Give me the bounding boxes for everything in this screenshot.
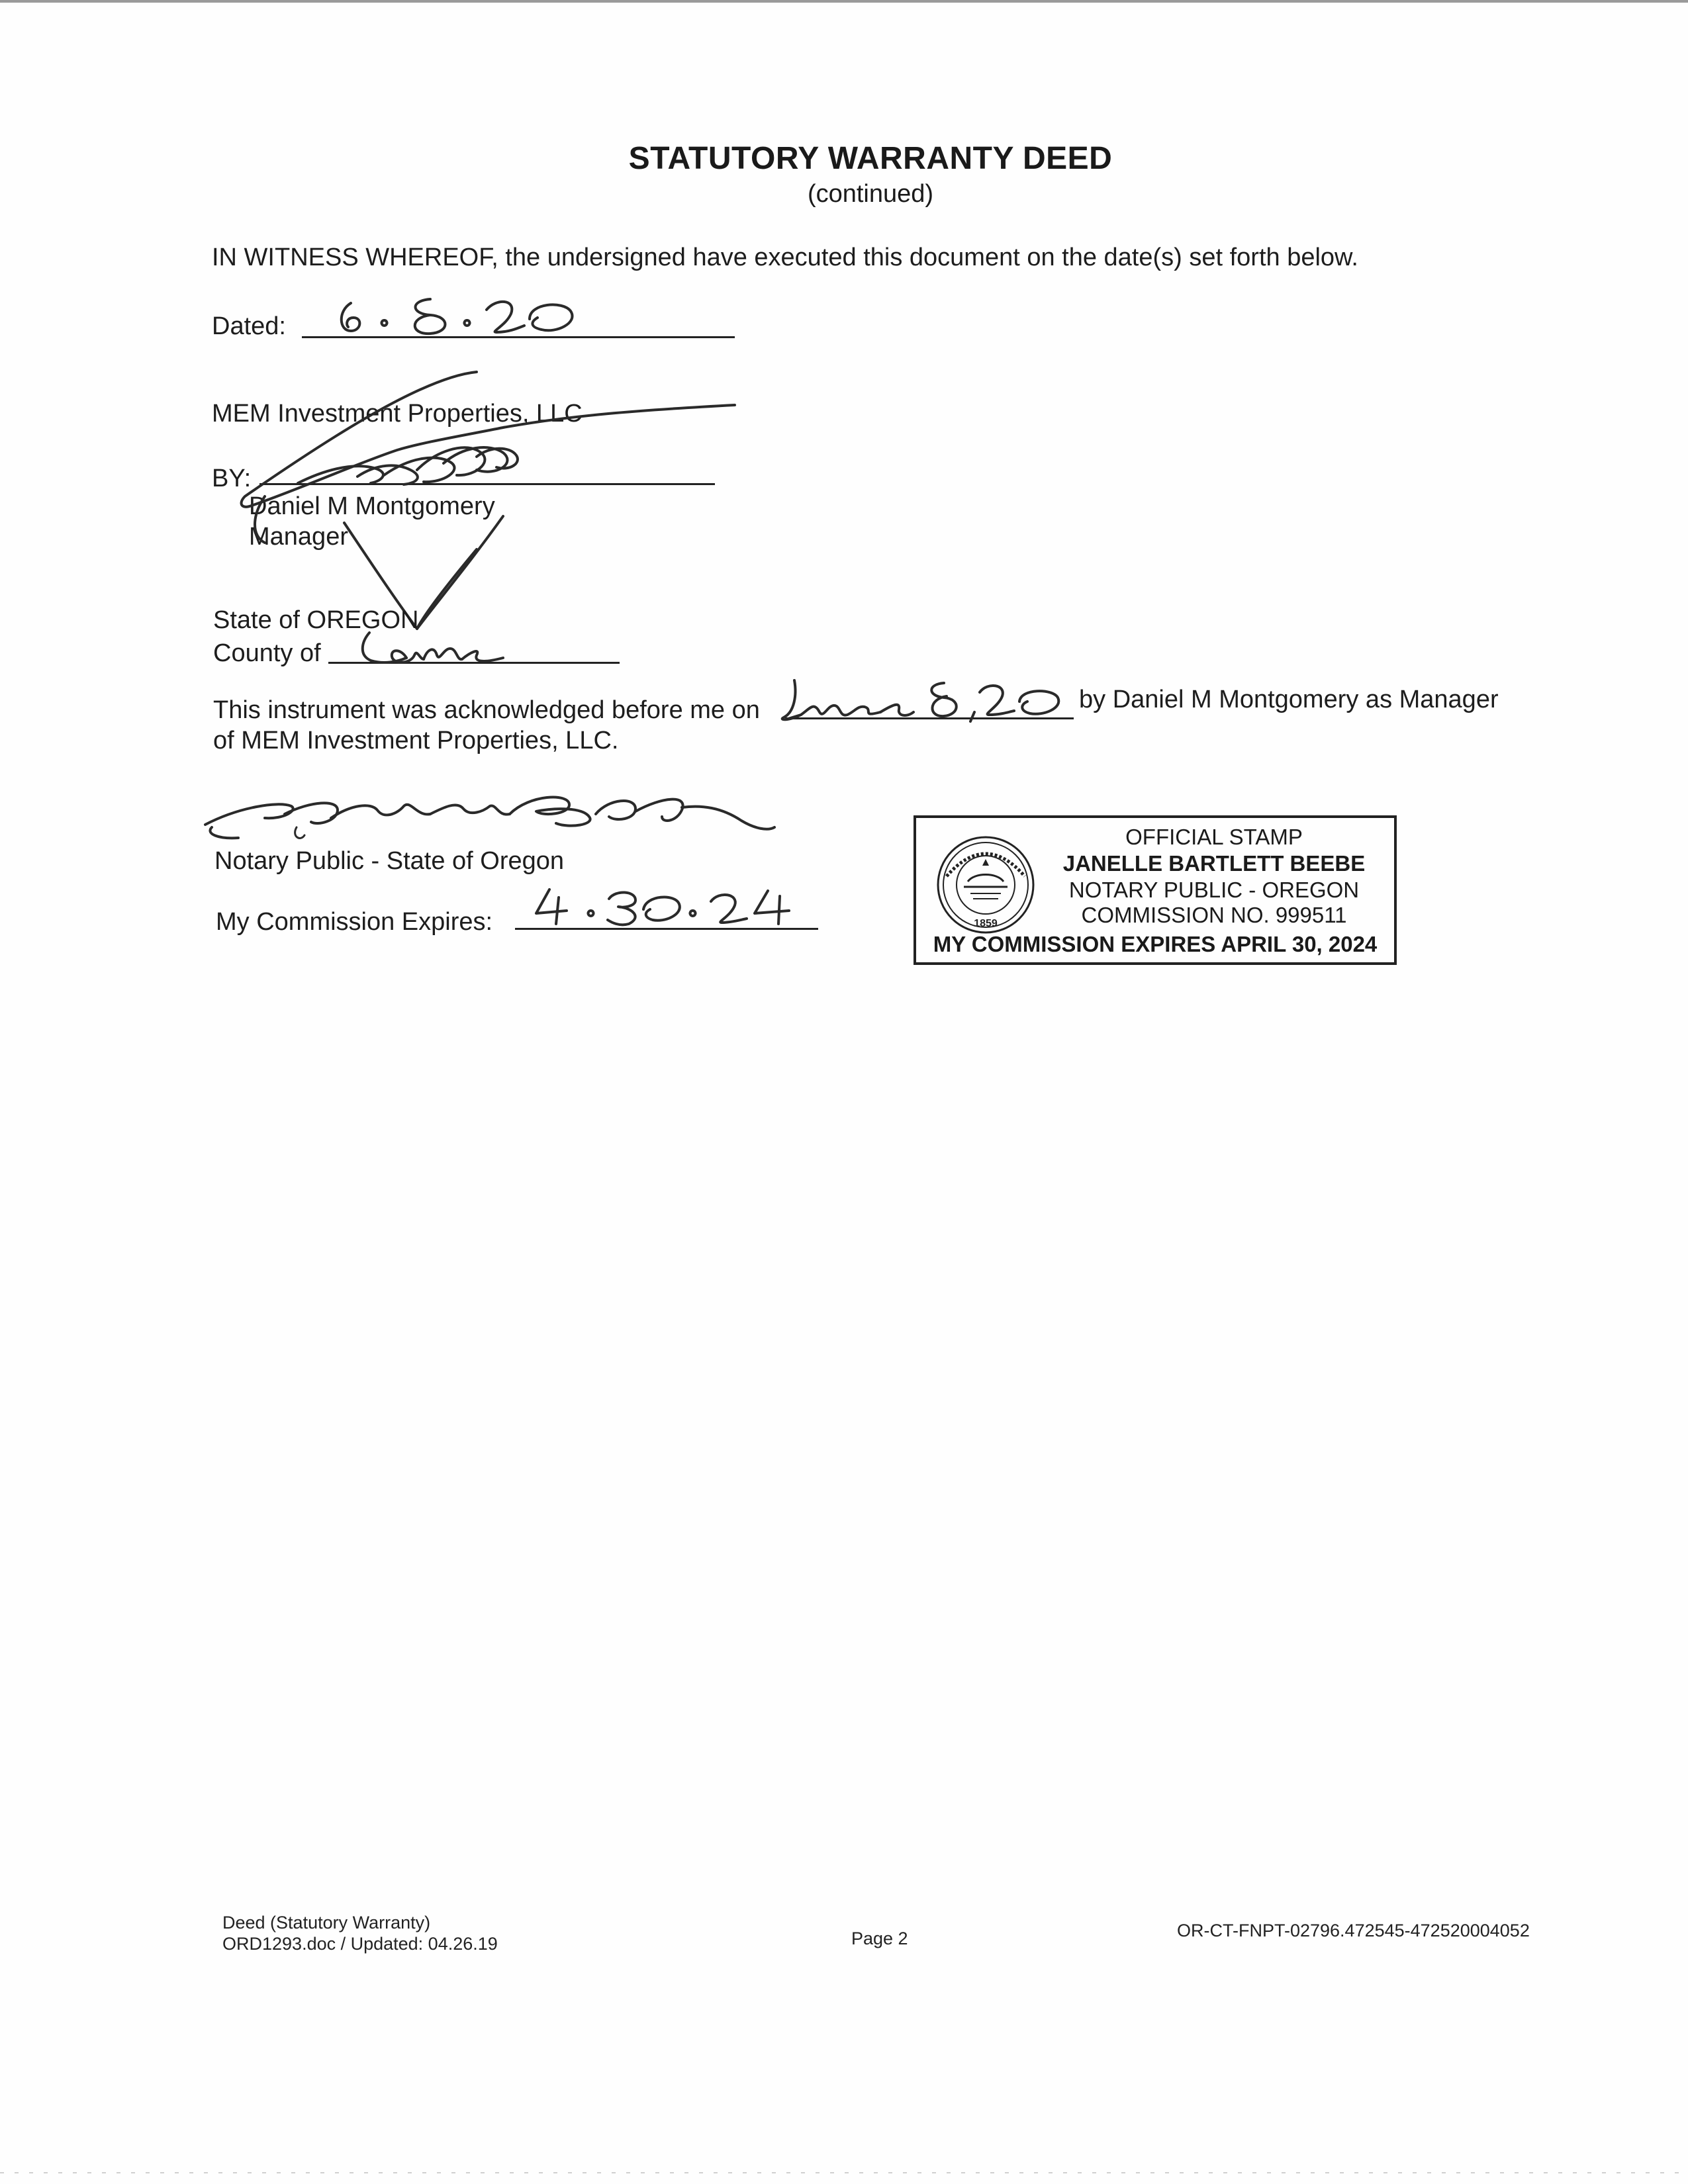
stamp-notary-name: JANELLE BARTLETT BEEBE [1062, 851, 1366, 876]
dated-handwriting [331, 291, 596, 344]
document-title: STATUTORY WARRANTY DEED [628, 141, 1113, 176]
scan-bottom-edge [0, 2172, 1688, 2173]
footer-doc-type: Deed (Statutory Warranty) [222, 1913, 431, 1933]
acknowledgment-text-start: This instrument was acknowledged before me on [213, 696, 760, 724]
stamp-commission-number: COMMISSION NO. 999511 [1081, 903, 1347, 927]
commission-handwriting [530, 884, 808, 931]
notary-signature [199, 788, 781, 847]
footer-doc-file: ORD1293.doc / Updated: 04.26.19 [222, 1934, 498, 1954]
notary-role: Notary Public - State of Oregon [214, 847, 565, 875]
by-label: BY: [212, 465, 252, 492]
commission-label: My Commission Expires: [216, 908, 493, 936]
signer-name: Daniel M Montgomery [249, 492, 495, 520]
signer-signature [225, 364, 755, 642]
acknowledgment-text-end: by Daniel M Montgomery as Manager [1079, 686, 1499, 713]
acknowledgment-text-line2: of MEM Investment Properties, LLC. [213, 727, 619, 754]
notary-stamp [914, 815, 1397, 965]
entity-name: MEM Investment Properties, LLC [212, 400, 583, 428]
oregon-state-seal [936, 835, 1035, 934]
county-handwriting [351, 629, 523, 668]
footer-page-number: Page 2 [851, 1929, 908, 1948]
stamp-notary-title: NOTARY PUBLIC - OREGON [1068, 878, 1360, 902]
county-label: County of [213, 639, 321, 667]
footer-reference: OR-CT-FNPT-02796.472545-472520004052 [1177, 1921, 1530, 1940]
state-line: State of OREGON [213, 606, 419, 634]
scan-top-edge [0, 0, 1688, 3]
stamp-expiration: MY COMMISSION EXPIRES APRIL 30, 2024 [933, 932, 1378, 956]
stamp-heading: OFFICIAL STAMP [1125, 825, 1303, 849]
witness-statement: IN WITNESS WHEREOF, the undersigned have executed this document on the date(s) set forth below. [212, 244, 1358, 271]
dated-label: Dated: [212, 312, 286, 340]
svg-text:1859: 1859 [974, 918, 998, 929]
document-subtitle: (continued) [807, 180, 934, 208]
signer-title: Manager [249, 523, 348, 551]
acknowledgment-date-handwriting [781, 675, 1072, 728]
